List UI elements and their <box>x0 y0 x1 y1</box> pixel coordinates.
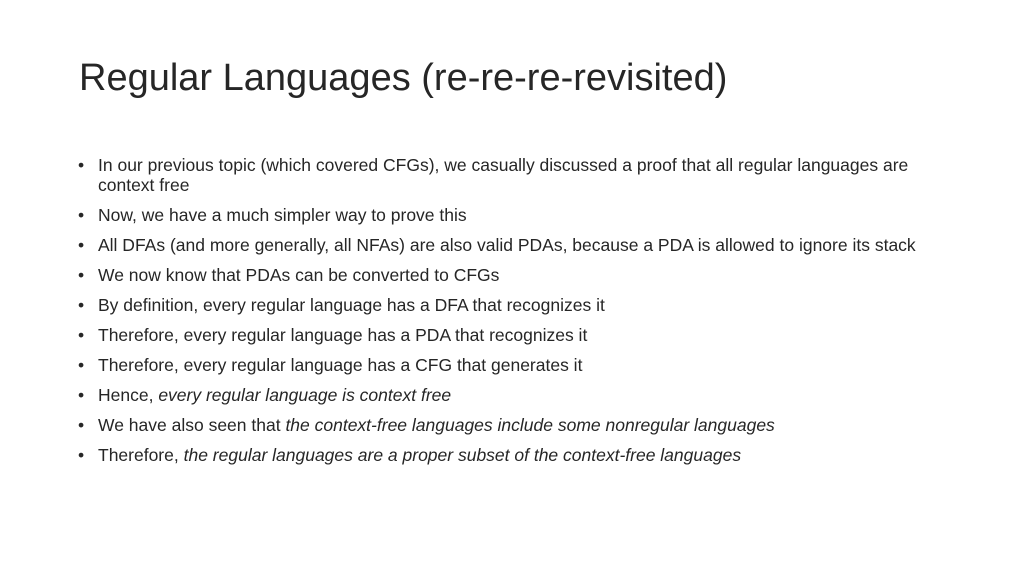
bullet-emphasis: the regular languages are a proper subset of the context-free languages <box>183 445 742 465</box>
bullet-list <box>78 155 958 475</box>
bullet-item <box>78 155 958 195</box>
bullet-text: Therefore, every regular language has a CFG that generates it <box>98 355 583 375</box>
bullet-text: We now know that PDAs can be converted to CFGs <box>98 265 500 285</box>
bullet-item <box>78 265 958 285</box>
bullet-marker: • <box>78 325 85 345</box>
bullet-marker: • <box>78 235 85 255</box>
bullet-emphasis: the context-free languages include some nonregular languages <box>285 415 775 435</box>
bullet-text: By definition, every regular language has a DFA that recognizes it <box>98 295 605 315</box>
bullet-item <box>78 325 958 345</box>
bullet-marker: • <box>78 155 85 175</box>
bullet-item <box>78 385 958 405</box>
bullet-text: We have also seen that <box>98 415 286 435</box>
slide-title: Regular Languages (re-re-re-revisited) <box>79 57 728 99</box>
bullet-item <box>78 235 958 255</box>
bullet-item <box>78 295 958 315</box>
bullet-item <box>78 205 958 225</box>
bullet-text: Now, we have a much simpler way to prove this <box>98 205 467 225</box>
bullet-text: All DFAs (and more generally, all NFAs) are also valid PDAs, because a PDA is allowed to ignore its stack <box>98 235 916 255</box>
bullet-item <box>78 415 958 435</box>
bullet-item <box>78 445 958 465</box>
bullet-emphasis: every regular language is context free <box>158 385 452 405</box>
bullet-marker: • <box>78 445 85 465</box>
bullet-marker: • <box>78 415 85 435</box>
bullet-marker: • <box>78 385 85 405</box>
bullet-text: Therefore, <box>98 445 184 465</box>
bullet-text: In our previous topic (which covered CFGs), we casually discussed a proof that all regular languages are context free <box>98 155 909 195</box>
bullet-marker: • <box>78 355 85 375</box>
bullet-item <box>78 355 958 375</box>
bullet-marker: • <box>78 295 85 315</box>
bullet-marker: • <box>78 205 85 225</box>
bullet-text: Therefore, every regular language has a PDA that recognizes it <box>98 325 588 345</box>
bullet-marker: • <box>78 265 85 285</box>
bullet-text: Hence, <box>98 385 159 405</box>
